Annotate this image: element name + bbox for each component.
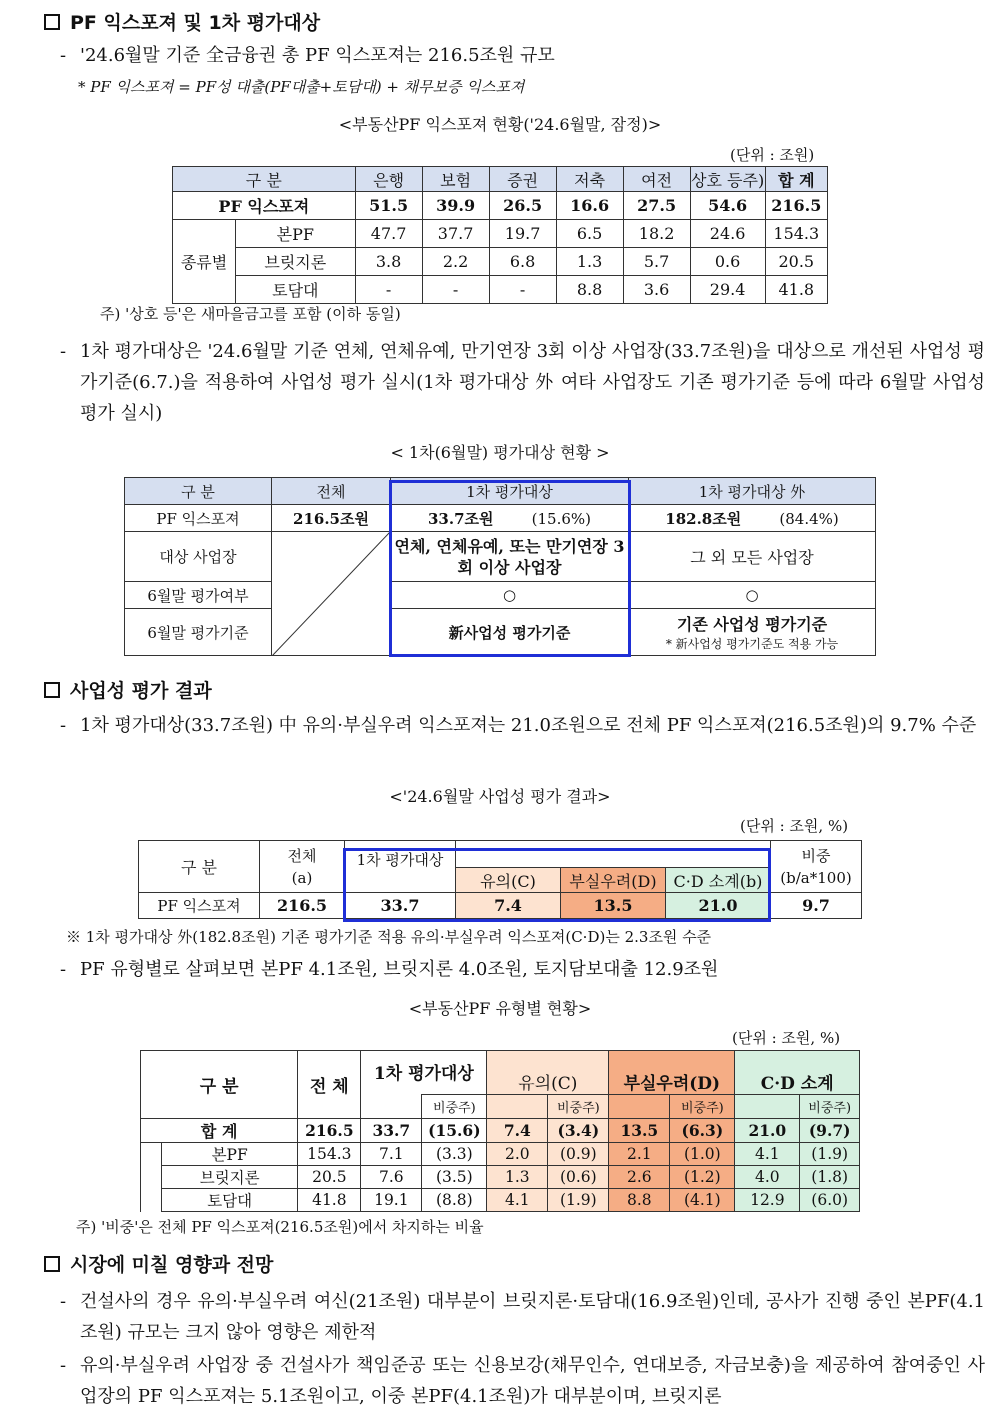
table2-cell: 기존 사업성 평가기준 * 新사업성 평가기준도 적용 가능 [629,609,876,656]
table1-total-cell: 39.9 [422,192,489,220]
table4-cell: (3.3) [422,1143,487,1166]
table1-cell: 1.3 [556,248,623,276]
table4-caption: <부동산PF 유형별 현황> [408,999,592,1018]
table2-row-label: PF 익스포져 [125,505,272,532]
table4-cell: (1.2) [670,1166,735,1189]
table1-group-label: 종류별 [173,220,236,304]
table4-header-cell: 전 체 [298,1051,361,1119]
table3-header-cell: C·D 소계(b) [666,868,771,893]
table1-cell: 19.7 [489,220,556,248]
table1-total-cell: PF 익스포져 [173,192,356,220]
table4-cell: 12.9 [735,1189,800,1212]
table1-cell: 5.7 [623,248,690,276]
table4-spacer [361,1095,422,1119]
table3-unit: (단위 : 조원, %) [740,817,849,835]
table4-row-label: 브릿지론 [162,1166,298,1189]
table4-cell: 20.5 [298,1166,361,1189]
table3-header-cell: 1차 평가대상 [345,841,456,893]
table1-cell: 154.3 [765,220,827,248]
table4-ratio-header: 비중주) [548,1095,609,1119]
table1-cell: 20.5 [765,248,827,276]
table4-spacer [487,1095,548,1119]
table4-cell: (6.3) [670,1119,735,1143]
table1-header-cell: 은행 [355,167,422,192]
table3-cell: 9.7 [771,893,862,919]
table4-cell: 4.0 [735,1166,800,1189]
table2-caption: < 1차(6월말) 평가대상 현황 > [390,443,610,462]
table1-cell: 18.2 [623,220,690,248]
table4-header-cell: C·D 소계 [735,1051,860,1095]
table4-ratio-header: 비중주) [670,1095,735,1119]
table2-row-label: 6월말 평가기준 [125,609,272,656]
paragraph-s3-p2: - 유의·부실우려 사업장 중 건설사가 책임준공 또는 신용보강(채무인수, 연대보증, 자금보충)을 제공하여 참여중인 사업장의 PF 익스포져는 5.1조원이고, 이중 본PF(4.1조원)가 대부분이며, 브릿지론 [60,1355,985,1407]
table2-row-label: 대상 사업장 [125,532,272,582]
table2-cell: 216.5조원 [272,505,391,532]
table4-cell: (6.0) [800,1189,860,1212]
table4-cell: (0.6) [548,1166,609,1189]
table1-cell: 6.5 [556,220,623,248]
table4-cell: (8.8) [422,1189,487,1212]
square-bullet-icon [44,1256,60,1272]
table1-header-cell: 상호 등주) [690,167,765,192]
table2-cell: 33.7조원 (15.6%) [391,505,629,532]
table1-header-cell: 보험 [422,167,489,192]
table1-total-cell: 16.6 [556,192,623,220]
table4-footnote: 주) '비중'은 전체 PF 익스포져(216.5조원)에서 차지하는 비율 [76,1218,484,1236]
table2-row-label: 6월말 평가여부 [125,582,272,609]
table1-cell: - [489,276,556,304]
table2-header-cell: 1차 평가대상 [391,478,629,505]
highlight-box-first-target [389,480,631,657]
table2-cell: 연체, 연체유예, 또는 만기연장 3회 이상 사업장 [391,532,629,582]
table4-cell: 21.0 [735,1119,800,1143]
table4-cell: 7.6 [361,1166,422,1189]
table2-header-cell: 전체 [272,478,391,505]
table1-total-cell: 27.5 [623,192,690,220]
table3-cell: 7.4 [456,893,561,919]
table1-footnote: 주) '상호 등'은 새마을금고를 포함 (이하 동일) [100,305,401,323]
table1-header-cell: 구 분 [173,167,356,192]
square-bullet-icon [44,14,60,30]
table3-cell: 13.5 [561,893,666,919]
table3-row-label: PF 익스포져 [139,893,260,919]
table4-cell: (9.7) [800,1119,860,1143]
table4-cell: (15.6) [422,1119,487,1143]
table3-header-cell: 부실우려(D) [561,868,666,893]
table4-indent [141,1143,162,1212]
table1-cell: 브릿지론 [236,248,356,276]
table4-ratio-header: 비중주) [422,1095,487,1119]
table2-cell: 182.8조원 (84.4%) [629,505,876,532]
table4-header-cell: 구 분 [141,1051,298,1119]
table4-unit: (단위 : 조원, %) [732,1029,841,1047]
table2-diagonal-cell [272,532,391,656]
table2-header-cell: 1차 평가대상 外 [629,478,876,505]
table1-cell: 6.8 [489,248,556,276]
table1-cell: - [355,276,422,304]
table1-cell: 8.8 [556,276,623,304]
table4-row-label: 토담대 [162,1189,298,1212]
table-pf-type [140,1050,860,1212]
table4-row-label: 본PF [162,1143,298,1166]
table2-header-cell: 구 분 [125,478,272,505]
table4-cell: 2.6 [609,1166,670,1189]
table1-cell: 24.6 [690,220,765,248]
table1-cell: - [422,276,489,304]
table4-cell: 4.1 [487,1189,548,1212]
table4-cell: (1.8) [800,1166,860,1189]
table4-cell: 2.1 [609,1143,670,1166]
pf-definition-note: * PF 익스포져 = PF성 대출(PF대출+토담대) + 채무보증 익스포져 [78,78,525,96]
table4-row-label: 합 계 [141,1119,298,1143]
table1-header-cell: 합 계 [765,167,827,192]
table4-cell: (1.9) [548,1189,609,1212]
table4-cell: 216.5 [298,1119,361,1143]
table1-cell: 3.8 [355,248,422,276]
table2-cell: ○ [391,582,629,609]
diagonal-line [272,532,390,656]
table4-cell: 19.1 [361,1189,422,1212]
table4-cell: 2.0 [487,1143,548,1166]
table1-total-cell: 26.5 [489,192,556,220]
highlight-box-first-target [343,848,771,922]
table1-unit: (단위 : 조원) [730,146,815,164]
table1-cell: 본PF [236,220,356,248]
table2-cell: 新사업성 평가기준 [391,609,629,656]
paragraph-s1-p2: - 1차 평가대상은 '24.6월말 기준 연체, 연체유예, 만기연장 3회 이상 사업장(33.7조원)을 대상으로 개선된 사업성 평가기준(6.7.)을 적용하여 사업성 평가 실시(1차 평가대상 外 여타 사업장도 기존 평가기준 등에 따라 6월말 사업성 평가 실시) [60,341,985,424]
table4-cell: 8.8 [609,1189,670,1212]
section-3-title: 시장에 미칠 영향과 전망 [44,1250,273,1277]
table1-cell: 41.8 [765,276,827,304]
table1-header-cell: 저축 [556,167,623,192]
square-bullet-icon [44,682,60,698]
table1-header-cell: 여전 [623,167,690,192]
table4-cell: 41.8 [298,1189,361,1212]
table3-cell: 21.0 [666,893,771,919]
table1-cell: 토담대 [236,276,356,304]
table1-cell: 2.2 [422,248,489,276]
table4-spacer [735,1095,800,1119]
table4-header-cell: 1차 평가대상 [361,1051,487,1095]
table4-cell: 4.1 [735,1143,800,1166]
table3-cell: 216.5 [260,893,345,919]
table4-cell: 1.3 [487,1166,548,1189]
table1-total-cell: 216.5 [765,192,827,220]
table4-spacer [609,1095,670,1119]
table1-cell: 37.7 [422,220,489,248]
table4-header-cell: 유의(C) [487,1051,609,1095]
table1-cell: 3.6 [623,276,690,304]
table3-note: ※ 1차 평가대상 外(182.8조원) 기존 평가기준 적용 유의·부실우려 익스포져(C·D)는 2.3조원 수준 [66,928,712,946]
table2-cell: ○ [629,582,876,609]
table4-cell: (0.9) [548,1143,609,1166]
table3-header-cell: 비중 (b/a*100) [771,841,862,893]
table4-header-cell: 부실우려(D) [609,1051,735,1095]
table2-cell: 그 외 모든 사업장 [629,532,876,582]
table4-cell: (1.9) [800,1143,860,1166]
table1-cell: 47.7 [355,220,422,248]
table1-cell: 0.6 [690,248,765,276]
paragraph-s2-p1: - 1차 평가대상(33.7조원) 中 유의·부실우려 익스포져는 21.0조원으로 전체 PF 익스포져(216.5조원)의 9.7% 수준 [60,715,977,736]
table4-cell: 154.3 [298,1143,361,1166]
table4-cell: 7.4 [487,1119,548,1143]
table1-total-cell: 54.6 [690,192,765,220]
table3-cell: 33.7 [345,893,456,919]
table4-cell: (4.1) [670,1189,735,1212]
table4-cell: 33.7 [361,1119,422,1143]
table4-cell: 13.5 [609,1119,670,1143]
table-pf-exposure [172,166,828,304]
section-2-title: 사업성 평가 결과 [44,676,212,703]
table3-header-cell: 유의(C) [456,868,561,893]
paragraph-s2-p2: - PF 유형별로 살펴보면 본PF 4.1조원, 브릿지론 4.0조원, 토지담보대출 12.9조원 [60,959,719,980]
table4-cell: 7.1 [361,1143,422,1166]
table4-cell: (3.5) [422,1166,487,1189]
paragraph-s3-p1: - 건설사의 경우 유의·부실우려 여신(21조원) 대부분이 브릿지론·토담대(16.9조원)인데, 공사가 진행 중인 본PF(4.1조원) 규모는 크지 않아 영향은 제한적 [60,1291,985,1343]
table3-caption: <'24.6월말 사업성 평가 결과> [389,787,611,806]
table1-total-cell: 51.5 [355,192,422,220]
table4-cell: (3.4) [548,1119,609,1143]
table1-cell: 29.4 [690,276,765,304]
table1-caption: <부동산PF 익스포져 현황('24.6월말, 잠정)> [338,115,662,134]
table4-ratio-header: 비중주) [800,1095,860,1119]
table3-header-cell: 구 분 [139,841,260,893]
table3-header-cell: 전체 (a) [260,841,345,893]
table1-header-cell: 증권 [489,167,556,192]
table4-cell: (1.0) [670,1143,735,1166]
paragraph-s1-p1: - '24.6월말 기준 全금융권 총 PF 익스포져는 216.5조원 규모 [60,45,555,66]
section-1-title: PF 익스포져 및 1차 평가대상 [44,8,320,35]
